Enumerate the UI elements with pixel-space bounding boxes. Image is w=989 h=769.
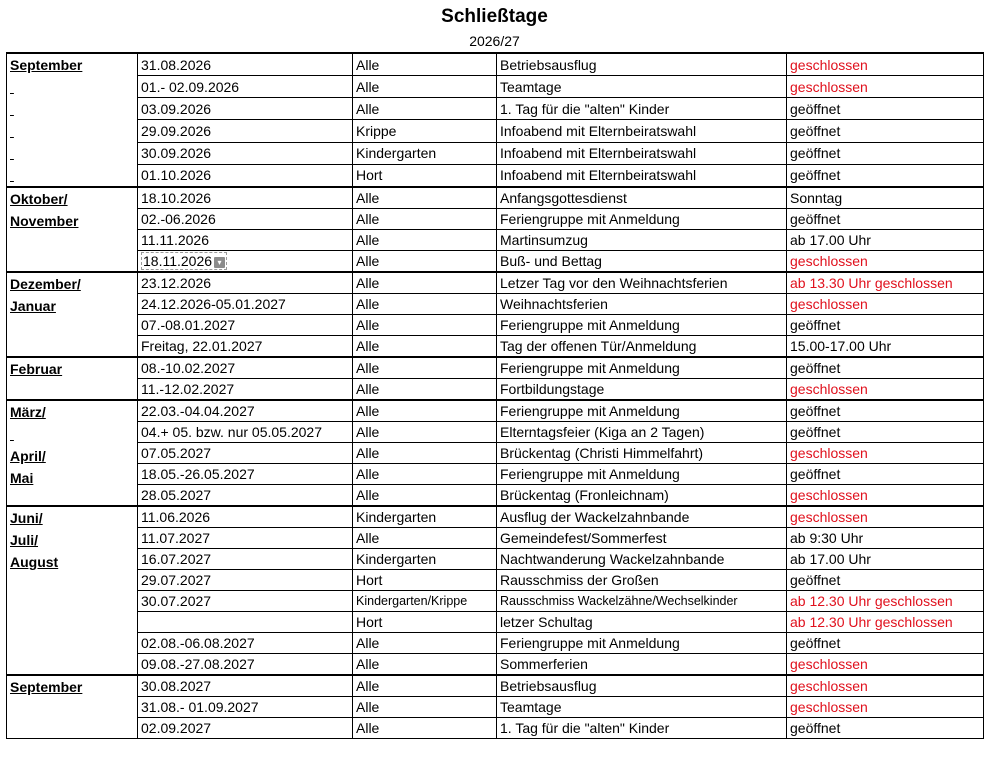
date-cell[interactable]: Freitag, 22.01.2027	[138, 336, 353, 358]
table-row	[7, 251, 984, 273]
month-label: November	[10, 213, 79, 229]
status-cell[interactable]: geschlossen	[787, 506, 984, 528]
date-cell[interactable]: 11.06.2026	[138, 506, 353, 528]
status-cell[interactable]: geschlossen	[787, 251, 984, 273]
group-cell[interactable]: Alle	[353, 187, 497, 209]
month-label	[10, 120, 137, 142]
status-cell[interactable]: geöffnet	[787, 570, 984, 591]
event-cell[interactable]: Buß- und Bettag	[497, 251, 787, 273]
event-cell[interactable]: Weihnachtsferien	[497, 294, 787, 315]
status-cell[interactable]: Sonntag	[787, 187, 984, 209]
date-cell[interactable]: 18.10.2026	[138, 187, 353, 209]
table-row	[7, 400, 984, 422]
month-label	[10, 76, 137, 98]
page-title: Schließtage	[441, 6, 548, 27]
group-cell[interactable]: Hort	[353, 164, 497, 187]
event-cell[interactable]: Infoabend mit Elternbeiratswahl	[497, 142, 787, 164]
month-cell[interactable]	[7, 675, 138, 739]
table-row	[7, 570, 984, 591]
event-cell[interactable]: Feriengruppe mit Anmeldung	[497, 357, 787, 379]
date-cell[interactable]: 30.07.2027	[138, 591, 353, 612]
month-label	[10, 98, 137, 120]
group-cell[interactable]: Alle	[353, 336, 497, 358]
group-cell[interactable]: Alle	[353, 209, 497, 230]
date-cell[interactable]: 09.08.-27.08.2027	[138, 654, 353, 676]
month-label: Mai	[10, 470, 34, 486]
group-cell[interactable]: Alle	[353, 98, 497, 120]
table-row	[7, 612, 984, 633]
table-row	[7, 120, 984, 142]
month-label: Oktober/	[10, 191, 68, 207]
event-cell[interactable]: letzer Schultag	[497, 612, 787, 633]
group-cell[interactable]: Alle	[353, 400, 497, 422]
event-cell[interactable]: Anfangsgottesdienst	[497, 187, 787, 209]
status-cell[interactable]: geöffnet	[787, 400, 984, 422]
group-cell[interactable]: Alle	[353, 718, 497, 739]
group-cell[interactable]: Alle	[353, 675, 497, 697]
table-row	[7, 357, 984, 379]
status-cell[interactable]: geöffnet	[787, 98, 984, 120]
group-cell[interactable]: Alle	[353, 697, 497, 718]
status-cell[interactable]: geöffnet	[787, 633, 984, 654]
status-cell[interactable]: geöffnet	[787, 315, 984, 336]
month-label: Juni/	[10, 510, 43, 526]
group-cell[interactable]: Hort	[353, 570, 497, 591]
date-cell[interactable]: 18.05.-26.05.2027	[138, 464, 353, 485]
date-cell[interactable]: 02.09.2027	[138, 718, 353, 739]
month-label: Juli/	[10, 532, 39, 548]
status-cell[interactable]: ab 17.00 Uhr	[787, 549, 984, 570]
month-cell[interactable]	[7, 272, 138, 357]
status-cell[interactable]: ab 9:30 Uhr	[787, 528, 984, 549]
group-cell[interactable]: Alle	[353, 53, 497, 76]
group-cell[interactable]: Kindergarten	[353, 506, 497, 528]
table-row	[7, 485, 984, 507]
status-cell[interactable]: ab 12.30 Uhr geschlossen	[787, 612, 984, 633]
group-cell[interactable]: Alle	[353, 443, 497, 464]
status-cell[interactable]: geschlossen	[787, 294, 984, 315]
status-cell[interactable]: geschlossen	[787, 675, 984, 697]
event-cell[interactable]: Rausschmiss der Großen	[497, 570, 787, 591]
month-label: August	[10, 554, 59, 570]
month-label: März/	[10, 404, 46, 420]
event-cell[interactable]: 1. Tag für die "alten" Kinder	[497, 98, 787, 120]
date-cell[interactable]: 01.- 02.09.2026	[138, 76, 353, 98]
group-cell[interactable]: Alle	[353, 76, 497, 98]
group-cell[interactable]: Alle	[353, 485, 497, 507]
table-row	[7, 422, 984, 443]
date-cell[interactable]: 03.09.2026	[138, 98, 353, 120]
month-cell[interactable]	[7, 357, 138, 400]
month-cell[interactable]	[7, 53, 138, 187]
group-cell[interactable]: Alle	[353, 251, 497, 273]
month-label	[10, 423, 137, 445]
month-label: Januar	[10, 298, 56, 314]
event-cell[interactable]: Martinsumzug	[497, 230, 787, 251]
table-row	[7, 336, 984, 358]
status-cell[interactable]: 15.00-17.00 Uhr	[787, 336, 984, 358]
date-cell[interactable]: 07.05.2027	[138, 443, 353, 464]
status-cell[interactable]: geöffnet	[787, 718, 984, 739]
event-cell[interactable]: Betriebsausflug	[497, 675, 787, 697]
table-row	[7, 549, 984, 570]
date-cell[interactable]: 08.-10.02.2027	[138, 357, 353, 379]
table-row	[7, 76, 984, 98]
status-cell[interactable]: geschlossen	[787, 654, 984, 676]
table-row	[7, 294, 984, 315]
date-cell[interactable]: 11.07.2027	[138, 528, 353, 549]
event-cell[interactable]: Feriengruppe mit Anmeldung	[497, 209, 787, 230]
group-cell[interactable]: Alle	[353, 379, 497, 401]
table-row	[7, 654, 984, 676]
status-cell[interactable]: geschlossen	[787, 697, 984, 718]
event-cell[interactable]: Teamtage	[497, 76, 787, 98]
table-row	[7, 164, 984, 187]
group-cell[interactable]: Kindergarten	[353, 142, 497, 164]
date-cell[interactable]: 02.08.-06.08.2027	[138, 633, 353, 654]
event-cell[interactable]: Feriengruppe mit Anmeldung	[497, 464, 787, 485]
table-row	[7, 443, 984, 464]
event-cell[interactable]: Feriengruppe mit Anmeldung	[497, 315, 787, 336]
date-cell[interactable]: 23.12.2026	[138, 272, 353, 294]
date-cell[interactable]: 07.-08.01.2027	[138, 315, 353, 336]
group-cell[interactable]: Alle	[353, 528, 497, 549]
event-cell[interactable]: Infoabend mit Elternbeiratswahl	[497, 120, 787, 142]
date-cell[interactable]: 28.05.2027	[138, 485, 353, 507]
group-cell[interactable]: Krippe	[353, 120, 497, 142]
date-cell[interactable]: 11.-12.02.2027	[138, 379, 353, 401]
month-label: April/	[10, 448, 46, 464]
table-row	[7, 528, 984, 549]
status-cell[interactable]: geöffnet	[787, 209, 984, 230]
status-cell[interactable]: ab 12.30 Uhr geschlossen	[787, 591, 984, 612]
group-cell[interactable]: Kindergarten	[353, 549, 497, 570]
date-cell[interactable]: 30.09.2026	[138, 142, 353, 164]
group-cell[interactable]: Alle	[353, 294, 497, 315]
date-cell[interactable]: 16.07.2027	[138, 549, 353, 570]
table-row	[7, 675, 984, 697]
event-cell[interactable]: Feriengruppe mit Anmeldung	[497, 633, 787, 654]
status-cell[interactable]: geschlossen	[787, 53, 984, 76]
date-text: 18.11.2026	[143, 253, 213, 269]
table-row	[7, 230, 984, 251]
table-row	[7, 315, 984, 336]
table-row	[7, 506, 984, 528]
table-row	[7, 53, 984, 76]
date-cell[interactable]: 04.+ 05. bzw. nur 05.05.2027	[138, 422, 353, 443]
event-cell[interactable]: Brückentag (Fronleichnam)	[497, 485, 787, 507]
event-cell[interactable]: Sommerferien	[497, 654, 787, 676]
date-cell[interactable]: 02.-06.2026	[138, 209, 353, 230]
event-cell[interactable]: Fortbildungstage	[497, 379, 787, 401]
group-cell[interactable]: Alle	[353, 315, 497, 336]
table-row	[7, 379, 984, 401]
group-cell[interactable]: Kindergarten/Krippe	[353, 591, 497, 612]
status-cell[interactable]: geschlossen	[787, 379, 984, 401]
status-cell[interactable]: geschlossen	[787, 485, 984, 507]
month-cell[interactable]	[7, 400, 138, 506]
table-row	[7, 272, 984, 294]
event-cell[interactable]: Infoabend mit Elternbeiratswahl	[497, 164, 787, 187]
group-cell[interactable]: Alle	[353, 464, 497, 485]
table-row	[7, 718, 984, 739]
status-cell[interactable]: ab 13.30 Uhr geschlossen	[787, 272, 984, 294]
table-row	[7, 209, 984, 230]
date-cell[interactable]: 22.03.-04.04.2027	[138, 400, 353, 422]
event-cell[interactable]: Feriengruppe mit Anmeldung	[497, 400, 787, 422]
table-row	[7, 591, 984, 612]
group-cell[interactable]: Alle	[353, 654, 497, 676]
status-cell[interactable]: geöffnet	[787, 357, 984, 379]
event-cell[interactable]: Letzer Tag vor den Weihnachtsferien	[497, 272, 787, 294]
date-cell[interactable]: 24.12.2026-05.01.2027	[138, 294, 353, 315]
table-row	[7, 187, 984, 209]
group-cell[interactable]: Hort	[353, 612, 497, 633]
status-cell[interactable]: geöffnet	[787, 120, 984, 142]
table-row	[7, 464, 984, 485]
month-label: September	[10, 57, 83, 73]
month-label: September	[10, 679, 83, 695]
table-row	[7, 697, 984, 718]
event-cell[interactable]: Elterntagsfeier (Kiga an 2 Tagen)	[497, 422, 787, 443]
chevron-down-icon[interactable]: ▾	[214, 257, 225, 268]
month-label: Februar	[10, 361, 63, 377]
event-cell[interactable]: Ausflug der Wackelzahnbande	[497, 506, 787, 528]
status-cell[interactable]: ab 17.00 Uhr	[787, 230, 984, 251]
group-cell[interactable]: Alle	[353, 357, 497, 379]
event-cell[interactable]: Tag der offenen Tür/Anmeldung	[497, 336, 787, 358]
group-cell[interactable]: Alle	[353, 633, 497, 654]
date-cell[interactable]: 29.07.2027	[138, 570, 353, 591]
month-label	[10, 142, 137, 164]
status-cell[interactable]: geschlossen	[787, 76, 984, 98]
group-cell[interactable]: Alle	[353, 272, 497, 294]
month-cell[interactable]	[7, 506, 138, 675]
month-label	[10, 164, 137, 186]
event-cell[interactable]: Gemeindefest/Sommerfest	[497, 528, 787, 549]
page-subtitle: 2026/27	[469, 33, 520, 49]
event-cell[interactable]: Rausschmiss Wackelzähne/Wechselkinder	[497, 591, 787, 612]
selected-cell-marker	[141, 252, 227, 270]
date-cell[interactable]	[138, 251, 353, 273]
date-cell[interactable]	[138, 612, 353, 633]
date-cell[interactable]: 31.08.- 01.09.2027	[138, 697, 353, 718]
table-row	[7, 633, 984, 654]
closure-days-table	[6, 52, 984, 739]
month-cell[interactable]	[7, 187, 138, 272]
status-cell[interactable]: geöffnet	[787, 142, 984, 164]
event-cell[interactable]: Betriebsausflug	[497, 53, 787, 76]
date-cell[interactable]: 01.10.2026	[138, 164, 353, 187]
status-cell[interactable]: geöffnet	[787, 164, 984, 187]
date-cell[interactable]: 30.08.2027	[138, 675, 353, 697]
event-cell[interactable]: Nachtwanderung Wackelzahnbande	[497, 549, 787, 570]
status-cell[interactable]: geöffnet	[787, 464, 984, 485]
date-cell[interactable]: 31.08.2026	[138, 53, 353, 76]
event-cell[interactable]: 1. Tag für die "alten" Kinder	[497, 718, 787, 739]
event-cell[interactable]: Brückentag (Christi Himmelfahrt)	[497, 443, 787, 464]
status-cell[interactable]: geschlossen	[787, 443, 984, 464]
table-row	[7, 98, 984, 120]
event-cell[interactable]: Teamtage	[497, 697, 787, 718]
table-row	[7, 142, 984, 164]
group-cell[interactable]: Alle	[353, 422, 497, 443]
group-cell[interactable]: Alle	[353, 230, 497, 251]
date-cell[interactable]: 29.09.2026	[138, 120, 353, 142]
date-cell[interactable]: 11.11.2026	[138, 230, 353, 251]
status-cell[interactable]: geöffnet	[787, 422, 984, 443]
month-label: Dezember/	[10, 276, 81, 292]
